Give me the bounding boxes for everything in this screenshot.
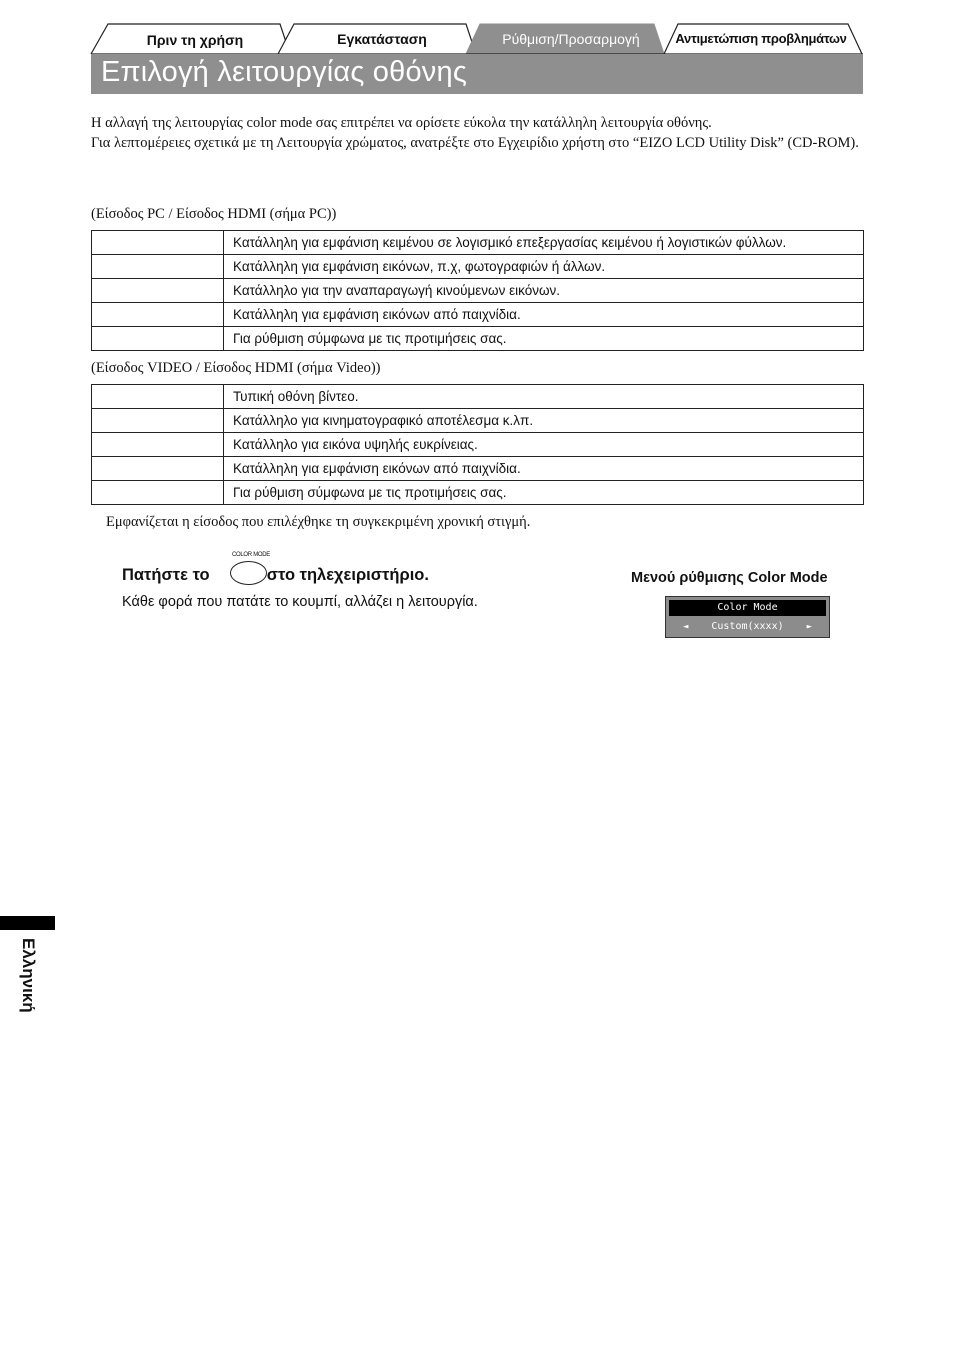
language-tab-bar	[0, 916, 55, 930]
mode-desc-cell: Κατάλληλη για εμφάνιση εικόνων από παιχνίδια.	[224, 303, 864, 327]
tab-installation[interactable]: Εγκατάσταση	[337, 31, 427, 47]
language-label: Ελληνική	[19, 938, 38, 1013]
arrow-left-icon: ◄	[683, 622, 689, 632]
mode-name-cell	[92, 433, 224, 457]
step-instruction	[122, 566, 429, 585]
table-row	[92, 303, 864, 327]
video-mode-table	[91, 384, 864, 505]
mode-name-cell	[92, 457, 224, 481]
arrow-right-icon: ►	[806, 622, 812, 632]
pc-section-label: (Είσοδος PC / Είσοδος HDMI (σήμα PC))	[91, 206, 337, 222]
table-row	[92, 457, 864, 481]
intro-text	[91, 114, 866, 153]
table-row	[92, 255, 864, 279]
tab-setup-adjustment[interactable]: Ρύθμιση/Προσαρμογή	[502, 31, 640, 47]
intro-line-1: Η αλλαγή της λειτουργίας color mode σας επιτρέπει να ορίσετε εύκολα την κατάλληλη λειτουργία οθόνης.	[91, 115, 712, 131]
input-note: Εμφανίζεται η είσοδος που επιλέχθηκε τη συγκεκριμένη χρονική στιγμή.	[106, 514, 531, 530]
table-row	[92, 433, 864, 457]
mode-name-cell	[92, 255, 224, 279]
osd-value-row	[669, 619, 826, 635]
mode-desc-cell: Κατάλληλο για κινηματογραφικό αποτέλεσμα κ.λπ.	[224, 409, 864, 433]
step-prefix: Πατήστε το	[122, 566, 210, 584]
pc-mode-table	[91, 230, 864, 351]
table-row	[92, 327, 864, 351]
mode-desc-cell: Για ρύθμιση σύμφωνα με τις προτιμήσεις σας.	[224, 481, 864, 505]
page-title: Επιλογή λειτουργίας οθόνης	[101, 56, 468, 88]
mode-name-cell	[92, 279, 224, 303]
color-mode-button-caption: COLOR MODE	[232, 552, 271, 558]
video-section-label: (Είσοδος VIDEO / Είσοδος HDMI (σήμα Video))	[91, 360, 381, 376]
mode-desc-cell: Τυπική οθόνη βίντεο.	[224, 385, 864, 409]
mode-desc-cell: Κατάλληλο για εικόνα υψηλής ευκρίνειας.	[224, 433, 864, 457]
step-suffix: στο τηλεχειριστήριο.	[266, 566, 429, 584]
tab-troubleshooting[interactable]: Αντιμετώπιση προβλημάτων	[675, 31, 847, 46]
mode-name-cell	[92, 385, 224, 409]
mode-desc-cell: Κατάλληλη για εμφάνιση εικόνων από παιχνίδια.	[224, 457, 864, 481]
mode-name-cell	[92, 409, 224, 433]
table-row	[92, 279, 864, 303]
mode-name-cell	[92, 231, 224, 255]
table-row	[92, 481, 864, 505]
table-row	[92, 409, 864, 433]
mode-name-cell	[92, 303, 224, 327]
table-row	[92, 385, 864, 409]
osd-menu-heading: Μενού ρύθμισης Color Mode	[631, 570, 828, 586]
mode-desc-cell: Κατάλληλο για την αναπαραγωγή κινούμενων εικόνων.	[224, 279, 864, 303]
mode-desc-cell: Κατάλληλη για εμφάνιση εικόνων, π.χ, φωτογραφιών ή άλλων.	[224, 255, 864, 279]
table-row	[92, 231, 864, 255]
step-description: Κάθε φορά που πατάτε το κουμπί, αλλάζει η λειτουργία.	[122, 594, 478, 610]
osd-color-mode-menu	[665, 596, 830, 638]
color-mode-button-icon	[230, 561, 267, 585]
tab-before-use[interactable]: Πριν τη χρήση	[146, 32, 244, 48]
title-bar	[91, 54, 863, 94]
mode-desc-cell: Για ρύθμιση σύμφωνα με τις προτιμήσεις σας.	[224, 327, 864, 351]
mode-name-cell	[92, 327, 224, 351]
osd-menu-title: Color Mode	[669, 600, 826, 616]
intro-line-2: Για λεπτομέρειες σχετικά με τη Λειτουργία χρώματος, ανατρέξτε στο Εγχειρίδιο χρήστη στο “EIZO LCD Utility Disk” (CD-ROM).	[91, 134, 859, 151]
osd-menu-value: Custom(xxxx)	[711, 621, 784, 632]
mode-desc-cell: Κατάλληλη για εμφάνιση κειμένου σε λογισμικό επεξεργασίας κειμένου ή λογιστικών φύλλων.	[224, 231, 864, 255]
mode-name-cell	[92, 481, 224, 505]
